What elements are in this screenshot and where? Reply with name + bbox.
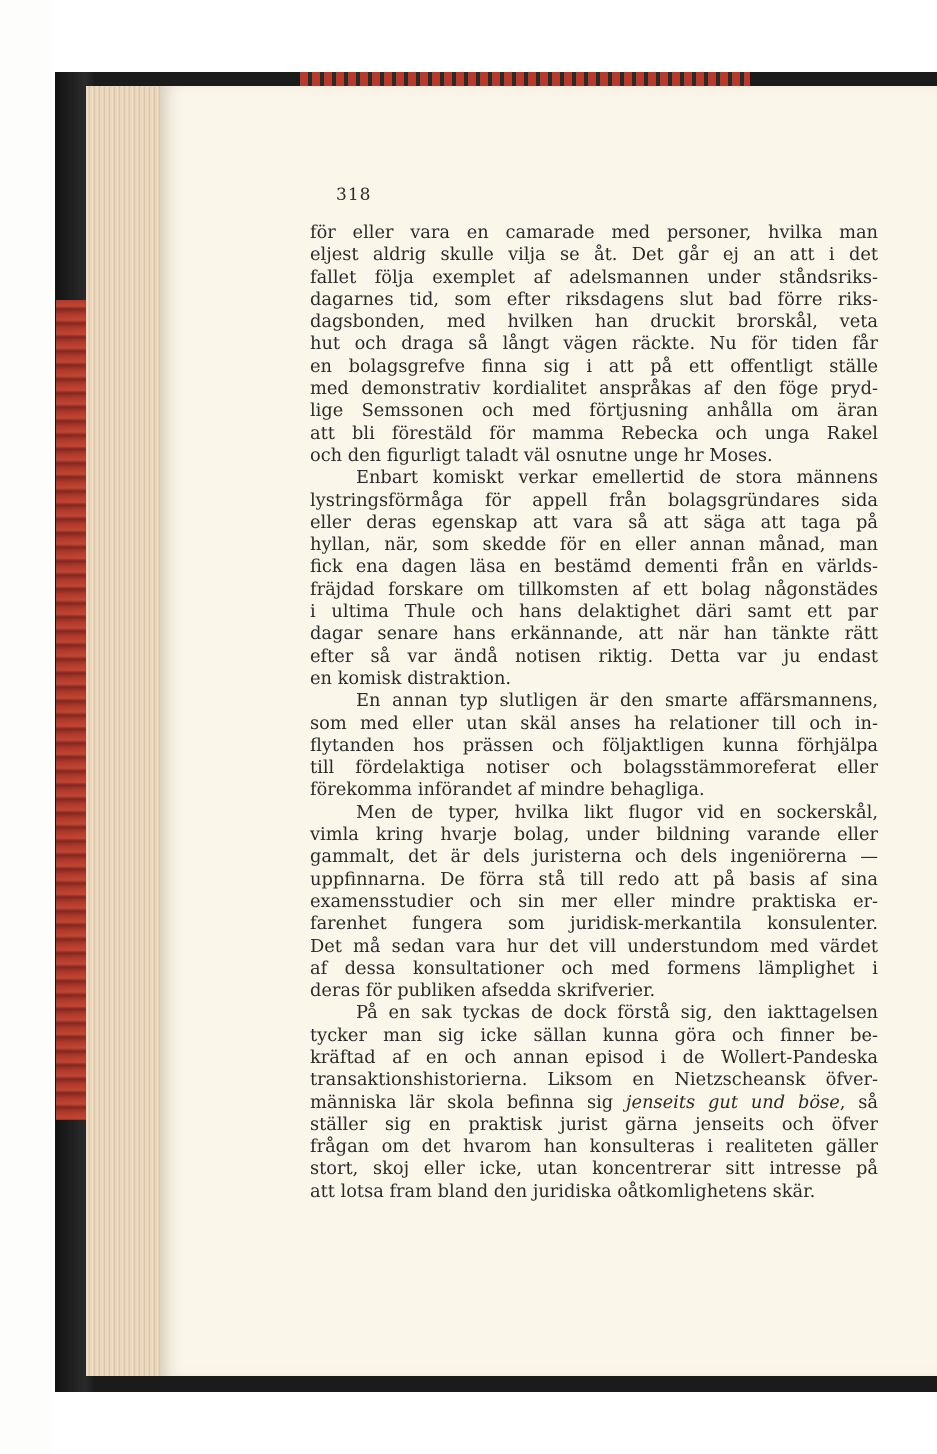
text-line: hyllan, när, som skedde för en eller annan månad, man <box>310 534 878 556</box>
text-line: dagar senare hans erkännande, att när han tänkte rätt <box>310 623 878 645</box>
text-line: eller deras egenskap att vara så att säga att taga på <box>310 511 878 533</box>
spine-decoration <box>56 300 88 1120</box>
text-line: examensstudier och sin mer eller mindre praktiska er- <box>310 890 878 912</box>
page-number: 318 <box>336 185 372 205</box>
text-line: att bli förestäld för mamma Rebecka och unga Rakel <box>310 422 878 444</box>
text-line: fräjdad forskare om tillkomsten af ett bolag någonstädes <box>310 578 878 600</box>
top-cover-edge <box>300 72 750 86</box>
text-line: tycker man sig icke sällan kunna göra och finner be- <box>310 1024 878 1046</box>
text-line: kräftad af en och annan episod i de Wollert-Pandeska <box>310 1046 878 1068</box>
text-line: vimla kring hvarje bolag, under bildning varande eller <box>310 824 878 846</box>
text-line: som med eller utan skäl anses ha relationer till och in- <box>310 712 878 734</box>
text-line: för eller vara en camarade med personer, hvilka man <box>310 222 878 243</box>
text-line: till fördelaktiga notiser och bolagsstämmoreferat eller <box>310 757 878 779</box>
text-line: efter så var ändå notisen riktig. Detta var ju endast <box>310 645 878 667</box>
body-text <box>310 222 878 1203</box>
text-line: Enbart komiskt verkar emellertid de stora männens <box>356 467 878 489</box>
text-line: att lotsa fram bland den juridiska oåtkomlighetens skär. <box>310 1180 816 1202</box>
text-line: En annan typ slutligen är den smarte affärsmannens, <box>356 690 878 712</box>
text-line: en bolagsgrefve finna sig i att på ett offentligt ställe <box>310 355 878 377</box>
text-line: gammalt, det är dels juristerna och dels ingeniörerna — <box>310 846 878 868</box>
text-line: och den figurligt taladt väl osnutne unge hr Moses. <box>310 444 773 466</box>
text-line: hut och draga så långt vägen räckte. Nu för tiden får <box>310 333 878 355</box>
text-line: med demonstrativ kordialitet anspråkas af den föge pryd- <box>310 378 878 400</box>
text-line: farenhet fungera som juridisk-merkantila konsulenter. <box>310 913 878 935</box>
text-line: dagarnes tid, som efter riksdagens slut bad förre riks- <box>310 288 878 310</box>
text-line: deras för publiken afsedda skrifverier. <box>310 980 656 1002</box>
text-line: i ultima Thule och hans delaktighet däri samt ett par <box>310 601 878 623</box>
text-line: en komisk distraktion. <box>310 667 512 689</box>
text-line: fallet följa exemplet af adelsmannen under ståndsriks- <box>310 266 878 288</box>
text-line: ställer sig en praktisk jurist gärna jenseits och öfver <box>310 1113 878 1135</box>
text-line: människa lär skola befinna sig jenseits gut und böse, så <box>310 1091 878 1113</box>
text-line: uppfinnarna. De förra stå till redo att på basis af sina <box>310 868 878 890</box>
text-line: dagsbonden, med hvilken han druckit brorskål, veta <box>310 311 878 333</box>
page-edges <box>86 86 164 1376</box>
text-line: af dessa konsultationer och med formens lämplighet i <box>310 957 878 979</box>
text-line: Men de typer, hvilka likt flugor vid en sockerskål, <box>356 801 878 823</box>
text-line: eljest aldrig skulle vilja se åt. Det går ej an att i det <box>310 244 878 266</box>
text-line: Det må sedan vara hur det vill understundom med värdet <box>310 935 878 957</box>
text-line: frågan om det hvarom han konsulteras i realiteten gäller <box>310 1136 878 1158</box>
text-line: På en sak tyckas de dock förstå sig, den iakttagelsen <box>356 1002 878 1024</box>
text-line: stort, skoj eller icke, utan koncentrerar sitt intresse på <box>310 1158 878 1180</box>
text-line: flytanden hos prässen och följaktligen kunna förhjälpa <box>310 734 878 756</box>
text-line: fick ena dagen läsa en bestämd dementi från en världs- <box>310 556 878 578</box>
text-line: förekomma införandet af mindre behagliga. <box>310 779 705 801</box>
text-line: lige Semssonen och med förtjusning anhålla om äran <box>310 400 878 422</box>
text-line: lystringsförmåga för appell från bolagsgründares sida <box>310 489 878 511</box>
text-line: transaktionshistorierna. Liksom en Nietzscheansk öfver- <box>310 1069 878 1091</box>
